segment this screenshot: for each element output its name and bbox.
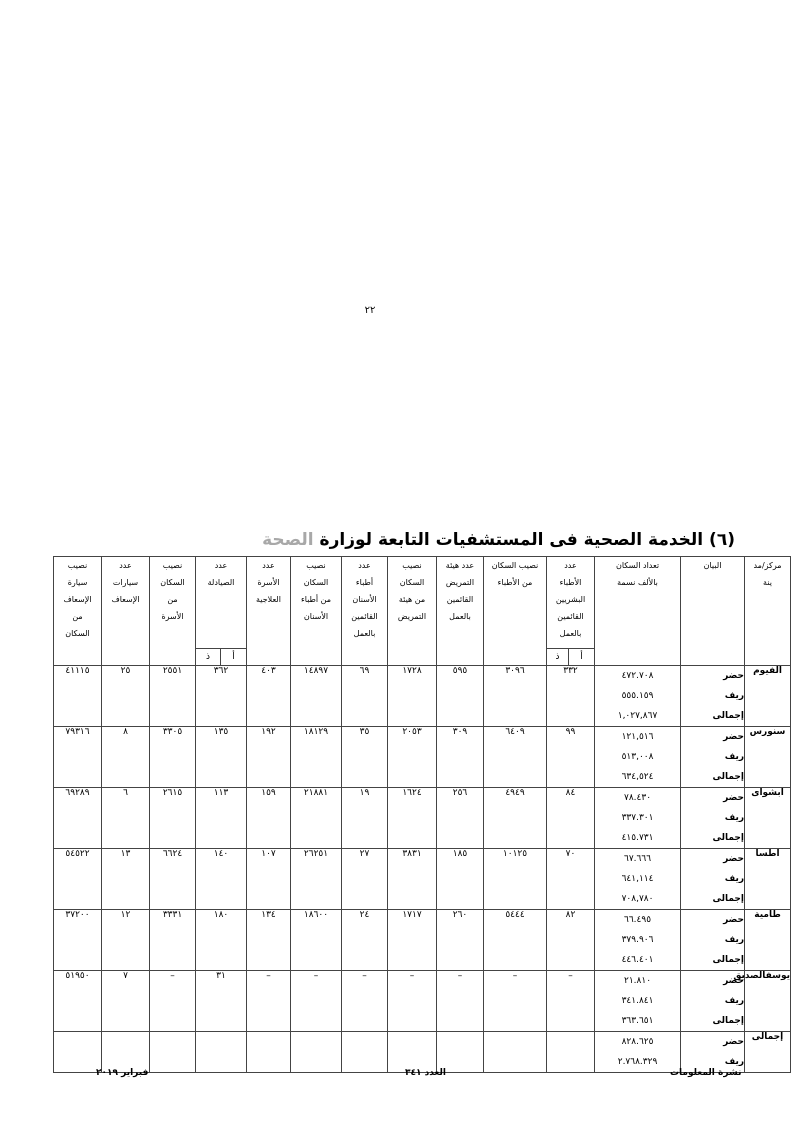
row-area-labels-line: إجمالى (712, 955, 745, 965)
row-area-labels-line: إجمالى (712, 711, 745, 721)
row-center-name (745, 666, 791, 727)
cell-pop-per-ambulance: ٣٧٢٠٠ (54, 910, 102, 971)
row-area-labels-line: ريف (724, 996, 745, 1006)
cell-pop-per-bed: ٢٦١٥ (150, 788, 196, 849)
cell-ambulances: ١٣ (102, 849, 150, 910)
row-population-values (595, 1032, 681, 1073)
table-title-accent: الصحة (262, 530, 314, 550)
row-area-labels-line: ريف (724, 691, 745, 701)
row-center-name (745, 727, 791, 788)
table-row (54, 971, 791, 1032)
row-area-labels-line: ريف (724, 813, 745, 823)
table-row (54, 910, 791, 971)
row-center-name (745, 849, 791, 910)
table-title (262, 530, 735, 550)
row-area-labels-line: ريف (724, 935, 745, 945)
cell-pharmacies: ٣٦٢ (196, 666, 247, 727)
cell-pop-per-nurse: ٢٠٥٣ (388, 727, 437, 788)
row-population-values-line: ٧٨.٤٣٠ (624, 793, 652, 803)
row-area-labels (681, 971, 745, 1032)
table-row (54, 849, 791, 910)
header-doctors-sub-a: أ (569, 649, 595, 666)
table-title-main: (٦) الخدمة الصحية فى المستشفيات التابعة لوزارة (313, 530, 735, 550)
cell-pop-per-nurse (388, 1032, 437, 1073)
cell-doctors: ٨٤ (547, 788, 595, 849)
cell-beds (247, 1032, 291, 1073)
cell-pop-per-dentist: ١٨٦٠٠ (291, 910, 342, 971)
row-population-values-line: ٤١٥.٧٣١ (621, 833, 654, 843)
cell-pop-per-ambulance (54, 1032, 102, 1073)
row-center-name (745, 910, 791, 971)
row-area-labels-line: إجمالى (712, 772, 745, 782)
cell-nurses: ٥٩٥ (437, 666, 484, 727)
header-pop-per-bed: نصيب السكان من الأسرة (150, 557, 196, 666)
row-area-labels-line: إجمالى (712, 833, 745, 843)
row-area-labels-line: حضر (723, 854, 745, 864)
cell-pharmacies: ١٤٠ (196, 849, 247, 910)
cell-pop-per-ambulance: ٧٩٣١٦ (54, 727, 102, 788)
row-area-labels-line: حضر (723, 915, 745, 925)
header-pop-per-ambulance: نصيب سيارة الإسعاف من السكان (54, 557, 102, 666)
header-pop-per-dentist: نصيب السكان من أطباء الأسنان (291, 557, 342, 666)
table-row (54, 788, 791, 849)
cell-pop-per-bed: ٦٦٢٤ (150, 849, 196, 910)
row-population-values-line: ٦٣٤,٥٢٤ (621, 772, 654, 782)
header-population: تعداد السكان بالألف نسمة (595, 557, 681, 666)
cell-doctors (547, 1032, 595, 1073)
footer-journal-name: نشرة المعلومات (670, 1068, 742, 1078)
cell-beds: ١٥٩ (247, 788, 291, 849)
row-population-values-line: ٢١.٨١٠ (624, 976, 652, 986)
header-pharmacies-sub-a: أ (221, 649, 247, 666)
cell-pop-per-bed (150, 1032, 196, 1073)
cell-nurses: – (437, 971, 484, 1032)
row-area-labels-line: ريف (724, 1057, 745, 1067)
cell-doctors: – (547, 971, 595, 1032)
cell-dentists: ٣٥ (342, 727, 388, 788)
cell-beds: ١٠٧ (247, 849, 291, 910)
cell-pop-per-doctor: ١٠١٢٥ (484, 849, 547, 910)
row-population-values-line: ٣٧٩.٩٠٦ (621, 935, 654, 945)
row-population-values-line: ٦٧.٦٦٦ (624, 854, 652, 864)
row-population-values-line: ٦٤١,١١٤ (621, 874, 654, 884)
cell-pop-per-bed: – (150, 971, 196, 1032)
row-population-values-line: ٣٦٣.٦٥١ (621, 1016, 654, 1026)
row-center-name-line: طامية (754, 910, 781, 920)
header-ambulances: عدد سيارات الإسعاف (102, 557, 150, 666)
row-center-name-line: سنورس (749, 727, 786, 737)
cell-pop-per-ambulance: ٤١١١٥ (54, 666, 102, 727)
row-center-name-line: الفيوم (753, 666, 782, 676)
cell-ambulances: ٦ (102, 788, 150, 849)
cell-pop-per-ambulance: ٥٤٥٢٢ (54, 849, 102, 910)
cell-pop-per-doctor (484, 1032, 547, 1073)
header-pharmacies: عدد الصيادلة (196, 557, 247, 649)
header-beds: عدد الأسرة العلاجية (247, 557, 291, 666)
row-center-name-line: الصديق (733, 971, 766, 981)
cell-doctors: ٩٩ (547, 727, 595, 788)
row-population-values (595, 849, 681, 910)
cell-nurses: ٢٥٦ (437, 788, 484, 849)
row-population-values (595, 788, 681, 849)
row-population-values (595, 666, 681, 727)
row-population-values-line: ٥٥٥.١٥٩ (621, 691, 654, 701)
cell-nurses (437, 1032, 484, 1073)
row-area-labels-line: إجمالى (712, 894, 745, 904)
row-population-values (595, 727, 681, 788)
cell-pop-per-doctor: ٤٩٤٩ (484, 788, 547, 849)
cell-pop-per-dentist: ١٨١٢٩ (291, 727, 342, 788)
row-center-name-line: إجمالى (751, 1032, 784, 1042)
cell-pharmacies: ١١٣ (196, 788, 247, 849)
header-pop-per-doctor: نصيب السكان من الأطباء (484, 557, 547, 666)
cell-pop-per-dentist: ١٤٨٩٧ (291, 666, 342, 727)
row-population-values-line: ٣٣٧.٣٠١ (621, 813, 654, 823)
cell-pop-per-dentist: ٢١٨٨١ (291, 788, 342, 849)
row-area-labels (681, 910, 745, 971)
row-population-values-line: ٦٦.٤٩٥ (624, 915, 652, 925)
cell-dentists: – (342, 971, 388, 1032)
cell-pop-per-bed: ٣٣٣١ (150, 910, 196, 971)
row-area-labels-line: حضر (723, 1037, 745, 1047)
row-center-name (745, 1032, 791, 1073)
header-pop-per-nurse: نصيب السكان من هيئة التمريض (388, 557, 437, 666)
row-area-labels (681, 849, 745, 910)
table-body (54, 666, 791, 1073)
row-population-values-line: ٤٧٢.٧٠٨ (621, 671, 654, 681)
row-population-values-line: ١٢١,٥١٦ (621, 732, 654, 742)
row-center-name-line: اطسا (755, 849, 780, 859)
cell-pop-per-dentist: ٢٦٢٥١ (291, 849, 342, 910)
cell-pop-per-ambulance: ٥١٩٥٠ (54, 971, 102, 1032)
cell-doctors: ٧٠ (547, 849, 595, 910)
cell-pharmacies: ٣١ (196, 971, 247, 1032)
row-population-values-line: ٣٤١.٨٤١ (621, 996, 654, 1006)
row-population-values (595, 910, 681, 971)
cell-ambulances (102, 1032, 150, 1073)
row-area-labels-line: ريف (724, 874, 745, 884)
cell-pop-per-bed: ٢٥٥١ (150, 666, 196, 727)
cell-ambulances: ٢٥ (102, 666, 150, 727)
row-area-labels-line: حضر (723, 671, 745, 681)
row-area-labels-line: ريف (724, 752, 745, 762)
cell-beds: ٤٠٣ (247, 666, 291, 727)
cell-dentists: ٢٧ (342, 849, 388, 910)
cell-pop-per-nurse: – (388, 971, 437, 1032)
cell-beds: ١٩٢ (247, 727, 291, 788)
row-center-name (745, 788, 791, 849)
cell-dentists: ٦٩ (342, 666, 388, 727)
cell-pop-per-doctor: ٦٤٠٩ (484, 727, 547, 788)
cell-pop-per-nurse: ١٧١٧ (388, 910, 437, 971)
cell-doctors: ٨٢ (547, 910, 595, 971)
row-population-values-line: ٤٤٦.٤٠١ (621, 955, 654, 965)
cell-dentists: ١٩ (342, 788, 388, 849)
table-row (54, 727, 791, 788)
row-population-values-line: ١,٠٢٧,٨٦٧ (617, 711, 658, 721)
row-population-values-line: ٥١٣,٠٠٨ (621, 752, 654, 762)
cell-pop-per-doctor: ٣٠٩٦ (484, 666, 547, 727)
cell-dentists (342, 1032, 388, 1073)
cell-dentists: ٢٤ (342, 910, 388, 971)
table-row (54, 1032, 791, 1073)
cell-ambulances: ١٢ (102, 910, 150, 971)
cell-ambulances: ٧ (102, 971, 150, 1032)
row-area-labels-line: حضر (723, 793, 745, 803)
cell-pop-per-doctor: – (484, 971, 547, 1032)
header-statement: البيان (681, 557, 745, 666)
header-nurses: عدد هيئة التمريض القائمين بالعمل (437, 557, 484, 666)
cell-nurses: ٢٦٠ (437, 910, 484, 971)
hospital-services-table (53, 556, 791, 1073)
row-area-labels (681, 727, 745, 788)
cell-nurses: ٣٠٩ (437, 727, 484, 788)
cell-pharmacies: ١٨٠ (196, 910, 247, 971)
header-doctors: عدد الأطباء البشريين القائمين بالعمل (547, 557, 595, 649)
cell-pop-per-nurse: ١٧٢٨ (388, 666, 437, 727)
cell-pharmacies (196, 1032, 247, 1073)
row-population-values-line: ٧٠٨,٧٨٠ (621, 894, 654, 904)
header-center: مركز/مد ينة (745, 557, 791, 666)
row-area-labels-line: إجمالى (712, 1016, 745, 1026)
row-center-name-line: ابشواى (751, 788, 784, 798)
cell-pharmacies: ١٣٥ (196, 727, 247, 788)
cell-pop-per-dentist (291, 1032, 342, 1073)
header-pharmacies-sub-b: ذ (196, 649, 221, 666)
row-center-name-line: يوسف (765, 971, 791, 981)
row-population-values (595, 971, 681, 1032)
cell-pop-per-nurse: ١٦٢٤ (388, 788, 437, 849)
cell-pop-per-ambulance: ٦٩٢٨٩ (54, 788, 102, 849)
cell-pop-per-doctor: ٥٤٤٤ (484, 910, 547, 971)
cell-ambulances: ٨ (102, 727, 150, 788)
cell-beds: ١٣٤ (247, 910, 291, 971)
row-population-values-line: ٢.٧٦٨.٣٢٩ (617, 1057, 658, 1067)
row-area-labels (681, 666, 745, 727)
table-row (54, 666, 791, 727)
cell-pop-per-dentist: – (291, 971, 342, 1032)
header-doctors-sub-b: ذ (547, 649, 569, 666)
row-area-labels (681, 1032, 745, 1073)
row-population-values-line: ٨٢٨.٦٢٥ (621, 1037, 654, 1047)
cell-beds: – (247, 971, 291, 1032)
cell-pop-per-bed: ٣٣٠٥ (150, 727, 196, 788)
page-number: ٢٢ (364, 305, 376, 316)
header-dentists: عدد أطباء الأسنان القائمين بالعمل (342, 557, 388, 666)
row-area-labels-line: حضر (723, 732, 745, 742)
footer-date: فبراير ٢٠١٩ (96, 1068, 149, 1078)
table-header (54, 557, 791, 666)
cell-pop-per-nurse: ٣٨٣١ (388, 849, 437, 910)
cell-doctors: ٣٣٢ (547, 666, 595, 727)
row-area-labels-line: حضر (723, 976, 745, 986)
cell-nurses: ١٨٥ (437, 849, 484, 910)
row-area-labels (681, 788, 745, 849)
footer-issue-number: العدد ٣٤١ (405, 1068, 446, 1078)
